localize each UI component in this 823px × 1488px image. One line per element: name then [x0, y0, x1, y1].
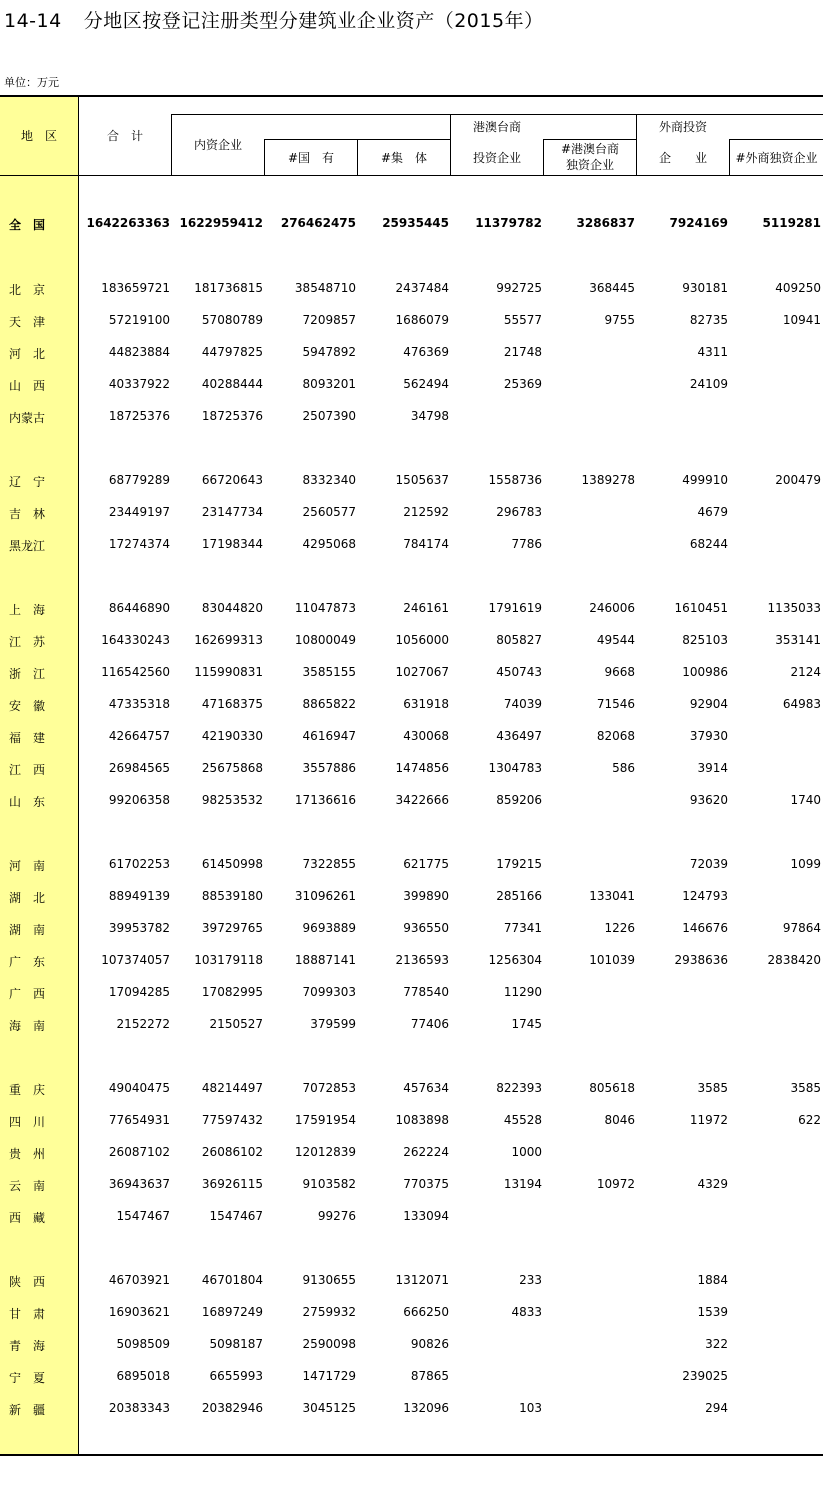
table-row	[0, 375, 823, 395]
table-bottom-border	[0, 1454, 823, 1456]
table-cell: 181736815	[194, 281, 263, 295]
table-row	[0, 535, 823, 555]
table-cell: 83044820	[201, 601, 263, 615]
table-cell: 37930	[689, 729, 728, 743]
table-cell: 5098509	[116, 1337, 170, 1351]
table-cell: 1135033	[767, 601, 821, 615]
table-cell: 46701804	[201, 1273, 263, 1287]
table-cell: 47168375	[201, 697, 263, 711]
table-row	[0, 279, 823, 299]
table-cell: 262224	[403, 1145, 449, 1159]
header-bottom-border	[0, 175, 823, 176]
table-cell: 12012839	[294, 1145, 356, 1159]
region-name: 宁 夏	[9, 1371, 46, 1385]
table-cell: 2437484	[395, 281, 449, 295]
header-state-owned: #国 有	[287, 151, 335, 165]
table-cell: 239025	[682, 1369, 728, 1383]
table-cell: 285166	[496, 889, 542, 903]
table-row	[0, 503, 823, 523]
table-cell: 116542560	[101, 665, 170, 679]
table-cell: 115990831	[194, 665, 263, 679]
table-cell: 7786	[511, 537, 542, 551]
table-row	[0, 855, 823, 875]
table-cell: 92904	[689, 697, 728, 711]
table-row	[0, 663, 823, 683]
table-cell: 23147734	[201, 505, 263, 519]
table-cell: 61702253	[108, 857, 170, 871]
table-row	[0, 1399, 823, 1419]
table-cell: 1884	[697, 1273, 728, 1287]
table-cell: 4833	[511, 1305, 542, 1319]
table-cell: 9130655	[302, 1273, 356, 1287]
table-cell: 77654931	[108, 1113, 170, 1127]
table-cell: 21748	[503, 345, 542, 359]
table-row	[0, 407, 823, 427]
region-name: 全 国	[9, 218, 46, 232]
region-name: 山 西	[9, 379, 46, 393]
table-title: 分地区按登记注册类型分建筑业企业资产（2015年）	[83, 10, 544, 32]
table-cell: 7322855	[302, 857, 356, 871]
table-cell: 82068	[596, 729, 635, 743]
table-cell: 179215	[496, 857, 542, 871]
region-name: 广 东	[9, 955, 46, 969]
table-cell: 1686079	[395, 313, 449, 327]
header-foreign-sole: #外商独资企业	[735, 151, 818, 165]
region-name: 新 疆	[9, 1403, 46, 1417]
table-row	[0, 471, 823, 491]
table-cell: 38548710	[294, 281, 356, 295]
table-cell: 1389278	[581, 473, 635, 487]
table-cell: 103179118	[194, 953, 263, 967]
table-cell: 7099303	[302, 985, 356, 999]
header-rule-hmt-sub	[543, 139, 636, 140]
table-cell: 74039	[503, 697, 542, 711]
table-cell: 103	[519, 1401, 542, 1415]
table-cell: 10941	[782, 313, 821, 327]
table-cell: 40337922	[108, 377, 170, 391]
table-cell: 212592	[403, 505, 449, 519]
table-cell: 16903621	[108, 1305, 170, 1319]
region-name: 湖 南	[9, 923, 46, 937]
table-cell: 9693889	[302, 921, 356, 935]
header-hmt-sole-line2: 独资企业	[565, 158, 614, 172]
table-cell: 457634	[403, 1081, 449, 1095]
header-rule-foreign-sub	[729, 139, 823, 140]
table-cell: 164330243	[101, 633, 170, 647]
table-cell: 1505637	[395, 473, 449, 487]
table-cell: 2124	[790, 665, 821, 679]
table-cell: 379599	[310, 1017, 356, 1031]
table-row	[0, 631, 823, 651]
table-cell: 1471729	[302, 1369, 356, 1383]
table-cell: 2759932	[302, 1305, 356, 1319]
table-cell: 24109	[689, 377, 728, 391]
region-name: 福 建	[9, 731, 46, 745]
table-cell: 48214497	[201, 1081, 263, 1095]
table-cell: 31096261	[294, 889, 356, 903]
table-cell: 1610451	[674, 601, 728, 615]
region-name: 江 西	[9, 763, 46, 777]
table-cell: 17591954	[294, 1113, 356, 1127]
page-title	[4, 6, 544, 33]
table-cell: 8865822	[302, 697, 356, 711]
table-cell: 101039	[589, 953, 635, 967]
table-cell: 499910	[682, 473, 728, 487]
table-cell: 9103582	[302, 1177, 356, 1191]
table-cell: 666250	[403, 1305, 449, 1319]
table-cell: 77597432	[201, 1113, 263, 1127]
table-cell: 26984565	[108, 761, 170, 775]
table-row	[0, 1335, 823, 1355]
table-cell: 82735	[689, 313, 728, 327]
table-row	[0, 983, 823, 1003]
table-cell: 784174	[403, 537, 449, 551]
table-row	[0, 759, 823, 779]
table-cell: 294	[705, 1401, 728, 1415]
table-cell: 18725376	[201, 409, 263, 423]
table-cell: 399890	[403, 889, 449, 903]
table-cell: 562494	[403, 377, 449, 391]
table-cell: 3422666	[395, 793, 449, 807]
region-name: 山 东	[9, 795, 46, 809]
table-cell: 23449197	[108, 505, 170, 519]
table-cell: 1312071	[395, 1273, 449, 1287]
region-name: 天 津	[9, 315, 46, 329]
table-row	[0, 1079, 823, 1099]
table-cell: 42190330	[201, 729, 263, 743]
table-cell: 233	[519, 1273, 542, 1287]
table-cell: 4329	[697, 1177, 728, 1191]
table-row	[0, 951, 823, 971]
table-cell: 450743	[496, 665, 542, 679]
table-cell: 88539180	[201, 889, 263, 903]
table-row	[0, 1367, 823, 1387]
table-cell: 86446890	[108, 601, 170, 615]
table-cell: 2507390	[302, 409, 356, 423]
table-cell: 7924169	[669, 216, 728, 230]
table-cell: 68244	[689, 537, 728, 551]
table-cell: 6895018	[116, 1369, 170, 1383]
region-name: 河 南	[9, 859, 46, 873]
table-row	[0, 1303, 823, 1323]
region-name: 云 南	[9, 1179, 46, 1193]
table-cell: 99206358	[108, 793, 170, 807]
region-name: 青 海	[9, 1339, 46, 1353]
table-cell: 476369	[403, 345, 449, 359]
table-cell: 17198344	[201, 537, 263, 551]
table-cell: 146676	[682, 921, 728, 935]
table-cell: 18887141	[294, 953, 356, 967]
table-cell: 17136616	[294, 793, 356, 807]
table-row	[0, 1015, 823, 1035]
table-cell: 39953782	[108, 921, 170, 935]
table-cell: 368445	[589, 281, 635, 295]
table-cell: 409250	[775, 281, 821, 295]
table-cell: 936550	[403, 921, 449, 935]
table-cell: 1642263363	[86, 216, 170, 230]
table-row	[0, 1271, 823, 1291]
table-cell: 100986	[682, 665, 728, 679]
table-cell: 49544	[596, 633, 635, 647]
table-cell: 40288444	[201, 377, 263, 391]
header-collective: #集 体	[380, 151, 428, 165]
table-cell: 621775	[403, 857, 449, 871]
table-cell: 8332340	[302, 473, 356, 487]
table-cell: 57080789	[201, 313, 263, 327]
table-cell: 107374057	[101, 953, 170, 967]
table-cell: 64983	[782, 697, 821, 711]
table-cell: 2560577	[302, 505, 356, 519]
table-row-total	[0, 214, 823, 234]
header-hmt-sole-line1: #港澳台商	[560, 142, 620, 156]
region-name: 重 庆	[9, 1083, 46, 1097]
table-top-border	[0, 95, 823, 97]
table-cell: 2838420	[767, 953, 821, 967]
table-cell: 322	[705, 1337, 728, 1351]
table-cell: 132096	[403, 1401, 449, 1415]
table-cell: 1547467	[116, 1209, 170, 1223]
table-row	[0, 343, 823, 363]
table-cell: 586	[612, 761, 635, 775]
table-cell: 11290	[503, 985, 542, 999]
table-cell: 87865	[410, 1369, 449, 1383]
table-cell: 10800049	[294, 633, 356, 647]
table-cell: 57219100	[108, 313, 170, 327]
table-cell: 1539	[697, 1305, 728, 1319]
table-cell: 805827	[496, 633, 542, 647]
table-cell: 5098187	[209, 1337, 263, 1351]
table-cell: 3045125	[302, 1401, 356, 1415]
region-name: 浙 江	[9, 667, 46, 681]
table-cell: 66720643	[201, 473, 263, 487]
header-foreign-group: 外商投资	[658, 120, 707, 134]
table-cell: 11047873	[294, 601, 356, 615]
table-cell: 2590098	[302, 1337, 356, 1351]
table-cell: 5119281	[762, 216, 821, 230]
table-cell: 47335318	[108, 697, 170, 711]
table-cell: 34798	[410, 409, 449, 423]
header-total: 合 计	[106, 129, 143, 143]
table-cell: 45528	[503, 1113, 542, 1127]
table-cell: 859206	[496, 793, 542, 807]
table-cell: 3914	[697, 761, 728, 775]
table-cell: 1083898	[395, 1113, 449, 1127]
region-name: 四 川	[9, 1115, 46, 1129]
table-cell: 3557886	[302, 761, 356, 775]
table-cell: 1256304	[488, 953, 542, 967]
table-row	[0, 311, 823, 331]
header-rule-upper	[171, 114, 823, 115]
table-cell: 8046	[604, 1113, 635, 1127]
table-cell: 26087102	[108, 1145, 170, 1159]
table-cell: 4616947	[302, 729, 356, 743]
table-cell: 93620	[689, 793, 728, 807]
table-cell: 11972	[689, 1113, 728, 1127]
table-cell: 1027067	[395, 665, 449, 679]
table-cell: 17082995	[201, 985, 263, 999]
table-cell: 992725	[496, 281, 542, 295]
table-row	[0, 695, 823, 715]
table-cell: 88949139	[108, 889, 170, 903]
region-name: 西 藏	[9, 1211, 46, 1225]
table-cell: 17274374	[108, 537, 170, 551]
header-region: 地 区	[20, 129, 57, 143]
table-cell: 4679	[697, 505, 728, 519]
table-cell: 1791619	[488, 601, 542, 615]
table-cell: 46703921	[108, 1273, 170, 1287]
table-cell: 2136593	[395, 953, 449, 967]
table-cell: 1000	[511, 1145, 542, 1159]
table-cell: 9755	[604, 313, 635, 327]
table-cell: 276462475	[280, 216, 356, 230]
table-cell: 97864	[782, 921, 821, 935]
table-cell: 805618	[589, 1081, 635, 1095]
table-cell: 36943637	[108, 1177, 170, 1191]
region-name: 江 苏	[9, 635, 46, 649]
table-row	[0, 791, 823, 811]
region-name: 陕 西	[9, 1275, 46, 1289]
table-cell: 1547467	[209, 1209, 263, 1223]
table-number: 14-14	[4, 10, 62, 32]
table-cell: 18725376	[108, 409, 170, 423]
table-cell: 71546	[596, 697, 635, 711]
table-cell: 68779289	[108, 473, 170, 487]
table-cell: 77341	[503, 921, 542, 935]
table-cell: 778540	[403, 985, 449, 999]
table-cell: 55577	[503, 313, 542, 327]
table-cell: 1226	[604, 921, 635, 935]
region-name: 吉 林	[9, 507, 46, 521]
table-cell: 1099	[790, 857, 821, 871]
table-row	[0, 1143, 823, 1163]
table-cell: 133041	[589, 889, 635, 903]
table-cell: 26086102	[201, 1145, 263, 1159]
table-cell: 77406	[410, 1017, 449, 1031]
table-row	[0, 1111, 823, 1131]
table-cell: 133094	[403, 1209, 449, 1223]
region-name: 上 海	[9, 603, 46, 617]
table-cell: 17094285	[108, 985, 170, 999]
table-row	[0, 887, 823, 907]
region-name: 湖 北	[9, 891, 46, 905]
table-row	[0, 919, 823, 939]
table-cell: 44797825	[201, 345, 263, 359]
table-cell: 16897249	[201, 1305, 263, 1319]
table-cell: 6655993	[209, 1369, 263, 1383]
table-cell: 3286837	[576, 216, 635, 230]
region-name: 辽 宁	[9, 475, 46, 489]
region-name: 安 徽	[9, 699, 46, 713]
header-hmt-group: 港澳台商	[472, 120, 521, 134]
table-cell: 39729765	[201, 921, 263, 935]
header-foreign-enterprise: 企 业	[658, 151, 707, 165]
table-cell: 631918	[403, 697, 449, 711]
table-cell: 4295068	[302, 537, 356, 551]
table-row	[0, 727, 823, 747]
header-hmt-invest: 投资企业	[472, 151, 521, 165]
table-cell: 353141	[775, 633, 821, 647]
table-cell: 25675868	[201, 761, 263, 775]
table-cell: 246161	[403, 601, 449, 615]
table-cell: 20383343	[108, 1401, 170, 1415]
table-cell: 822393	[496, 1081, 542, 1095]
table-cell: 13194	[503, 1177, 542, 1191]
table-cell: 9668	[604, 665, 635, 679]
table-cell: 7072853	[302, 1081, 356, 1095]
table-cell: 1745	[511, 1017, 542, 1031]
table-cell: 2150527	[209, 1017, 263, 1031]
unit-label: 单位：万元	[4, 76, 59, 89]
table-cell: 1622959412	[179, 216, 263, 230]
table-cell: 1740	[790, 793, 821, 807]
table-cell: 162699313	[194, 633, 263, 647]
table-cell: 1474856	[395, 761, 449, 775]
table-cell: 436497	[496, 729, 542, 743]
table-cell: 3585	[697, 1081, 728, 1095]
table-cell: 10972	[596, 1177, 635, 1191]
table-cell: 20382946	[201, 1401, 263, 1415]
table-cell: 622	[798, 1113, 821, 1127]
table-cell: 25935445	[382, 216, 449, 230]
region-name: 甘 肃	[9, 1307, 46, 1321]
table-cell: 2938636	[674, 953, 728, 967]
table-cell: 8093201	[302, 377, 356, 391]
table-cell: 42664757	[108, 729, 170, 743]
table-cell: 7209857	[302, 313, 356, 327]
table-cell: 183659721	[101, 281, 170, 295]
table-row	[0, 1207, 823, 1227]
table-cell: 1056000	[395, 633, 449, 647]
table-cell: 44823884	[108, 345, 170, 359]
table-cell: 770375	[403, 1177, 449, 1191]
table-cell: 200479	[775, 473, 821, 487]
table-cell: 61450998	[201, 857, 263, 871]
table-row	[0, 1175, 823, 1195]
table-cell: 11379782	[475, 216, 542, 230]
table-cell: 430068	[403, 729, 449, 743]
table-cell: 246006	[589, 601, 635, 615]
table-cell: 4311	[697, 345, 728, 359]
region-name: 贵 州	[9, 1147, 46, 1161]
table-cell: 36926115	[201, 1177, 263, 1191]
table-cell: 90826	[410, 1337, 449, 1351]
table-cell: 296783	[496, 505, 542, 519]
table-cell: 3585	[790, 1081, 821, 1095]
table-cell: 825103	[682, 633, 728, 647]
table-cell: 25369	[503, 377, 542, 391]
table-cell: 72039	[689, 857, 728, 871]
table-cell: 49040475	[108, 1081, 170, 1095]
header-domestic: 内资企业	[193, 138, 242, 152]
table-cell: 5947892	[302, 345, 356, 359]
table-row	[0, 599, 823, 619]
table-cell: 124793	[682, 889, 728, 903]
region-name: 广 西	[9, 987, 46, 1001]
region-name: 北 京	[9, 283, 46, 297]
table-cell: 1558736	[488, 473, 542, 487]
region-name: 黑龙江	[9, 539, 46, 553]
region-name: 内蒙古	[9, 411, 46, 425]
region-name: 海 南	[9, 1019, 46, 1033]
table-cell: 99276	[317, 1209, 356, 1223]
table-cell: 1304783	[488, 761, 542, 775]
table-cell: 3585155	[302, 665, 356, 679]
region-name: 河 北	[9, 347, 46, 361]
table-cell: 98253532	[201, 793, 263, 807]
table-cell: 930181	[682, 281, 728, 295]
table-cell: 2152272	[116, 1017, 170, 1031]
